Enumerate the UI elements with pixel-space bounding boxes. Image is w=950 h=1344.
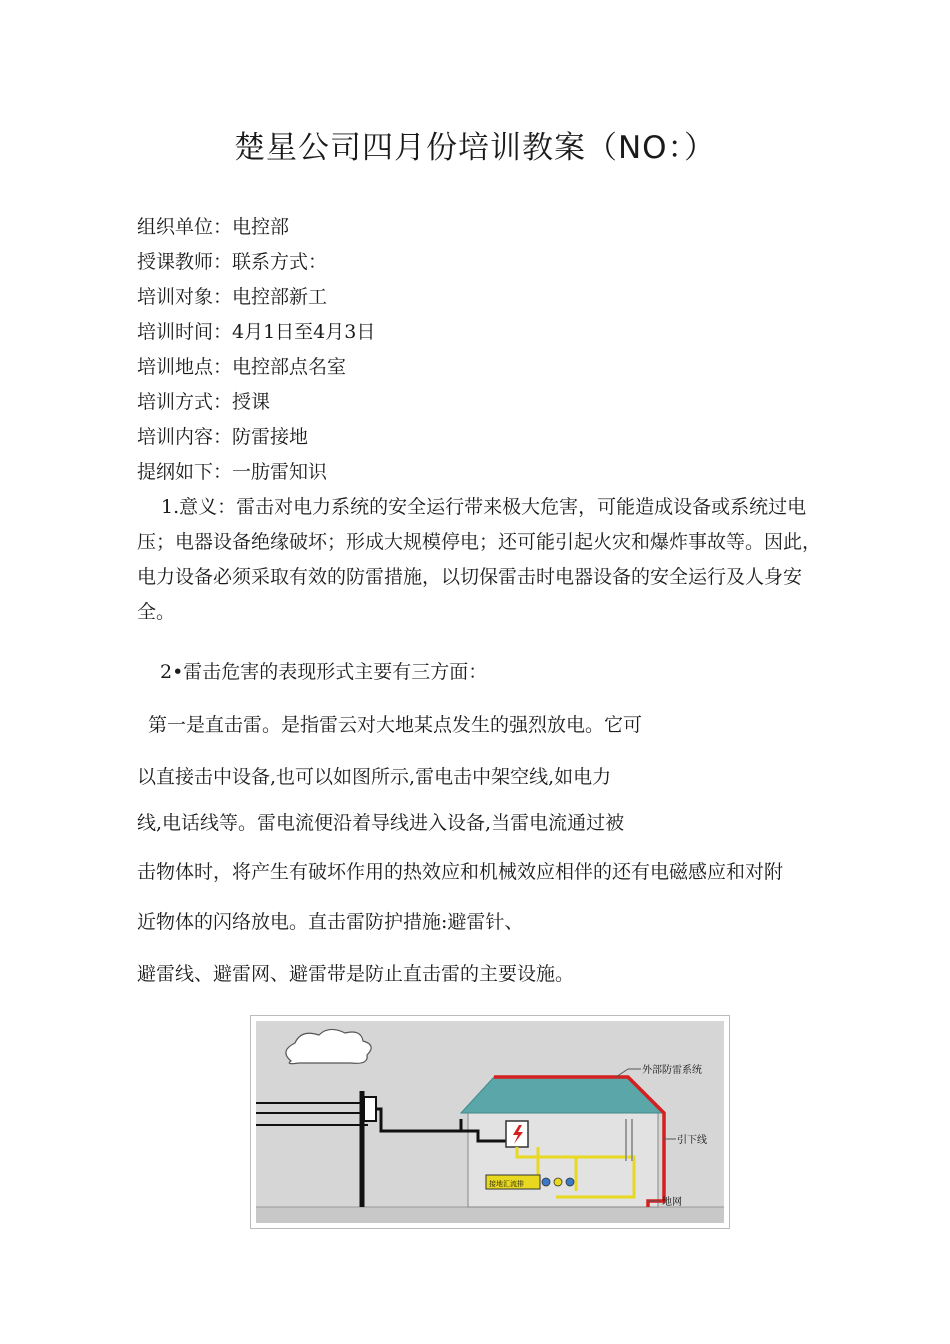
ground-area [256,1207,724,1223]
info-time: 培训时间：4月1日至4月3日 [137,321,376,343]
ground-bus-label: 接地汇流排 [489,1180,524,1188]
body-line-1: 第一是直击雷。是指雷云对大地某点发生的强烈放电。它可 [148,714,643,736]
info-content: 培训内容：防雷接地 [137,426,309,448]
section-heading: 2•雷击危害的表现形式主要有三方面： [160,661,488,683]
house-body [468,1113,658,1207]
body-line-4: 击物体时，将产生有破坏作用的热效应和机械效应相伴的还有电磁感应和对附 [137,861,784,883]
body-line-6: 避雷线、避雷网、避雷带是防止直击雷的主要设施。 [137,963,575,985]
info-teacher: 授课教师：联系方式： [137,251,328,273]
body-line-3: 线,电话线等。雷电流便沿着导线进入设备,当雷电流通过被 [137,812,625,834]
label-ground-grid: 地网 [662,1197,682,1208]
info-outline: 提纲如下：一肪雷知识 [137,461,328,483]
info-place: 培训地点：电控部点名室 [137,356,347,378]
body-line-2: 以直接击中设备,也可以如图所示,雷电击中架空线,如电力 [137,766,612,788]
lightning-diagram [256,1021,724,1223]
lightning-protection-figure [250,1015,730,1229]
paragraph-significance: 1.意义：雷击对电力系统的安全运行带来极大危害，可能造成设备或系统过电压；电器设备绝缘破坏；形成大规模停电；还可能引起火灾和爆炸事故等。因此，电力设备必须采取有效的防雷措施，以切保雷击时电器设备的安全运行及人身安全。 [137,496,822,623]
page-title: 楚星公司四月份培训教案（NO：） [233,130,717,166]
body-line-5: 近物体的闪络放电。直击雷防护措施:避雷针、 [137,911,524,933]
info-audience: 培训对象：电控部新工 [137,286,328,308]
label-external-protection: 外部防雷系统 [642,1065,702,1076]
info-method: 培训方式：授课 [137,391,271,413]
label-downlead: 引下线 [677,1135,707,1146]
pole-box [364,1097,376,1121]
info-org: 组织单位：电控部 [137,216,290,238]
